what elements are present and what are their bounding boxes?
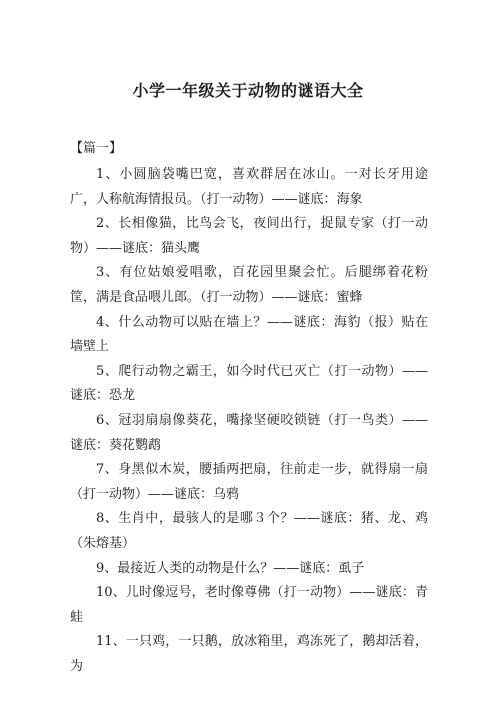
riddle-item: 10、儿时像逗号，老时像尊佛（打一动物）——谜底：青蛙 xyxy=(70,585,428,625)
riddle-item: 4、什么动物可以贴在墙上？——谜底：海豹（报）贴在墙壁上 xyxy=(70,314,428,355)
riddle-item: 9、最接近人类的动物是什么？——谜底：虱子 xyxy=(96,560,365,576)
riddle-item: 5、爬行动物之霸王，如今时代已灭亡（打一动物）——谜底：恐龙 xyxy=(70,363,428,404)
section-label: 【篇一】 xyxy=(70,141,123,156)
riddle-item: 6、冠羽扇扇像葵花，嘴掾坚硬咬锁链（打一鸟类）——谜底：葵花鹦鹉 xyxy=(70,412,428,453)
document-title: 小学一年级关于动物的谜语大全 xyxy=(132,81,364,100)
riddle-item: 11、一只鸡，一只鹅，放冰箱里，鸡冻死了，鹅却活着，为 xyxy=(70,634,428,674)
riddle-item: 3、有位姑娘爱唱歌，百花园里聚会忙。后腿绑着花粉筐，满是食品喂儿郎。（打一动物）——谜底：蜜蜂 xyxy=(70,265,428,305)
riddle-item: 1、小圆脑袋嘴巴宽，喜欢群居在冰山。一对长牙用途广，人称航海情报员。（打一动物）——谜底：海象 xyxy=(70,167,428,207)
riddle-item: 8、生肖中，最骇人的是哪３个？——谜底：猪、龙、鸡（朱熔基） xyxy=(70,511,428,551)
riddle-list xyxy=(70,163,428,679)
riddle-item: 2、长相像猫，比鸟会飞，夜间出行，捉鼠专家（打一动物）——谜底：猫头鹰 xyxy=(70,216,428,256)
riddle-item: 7、身黑似木炭，腰插两把扇，往前走一步，就得扇一扇（打一动物）——谜底：乌鸦 xyxy=(70,462,428,502)
